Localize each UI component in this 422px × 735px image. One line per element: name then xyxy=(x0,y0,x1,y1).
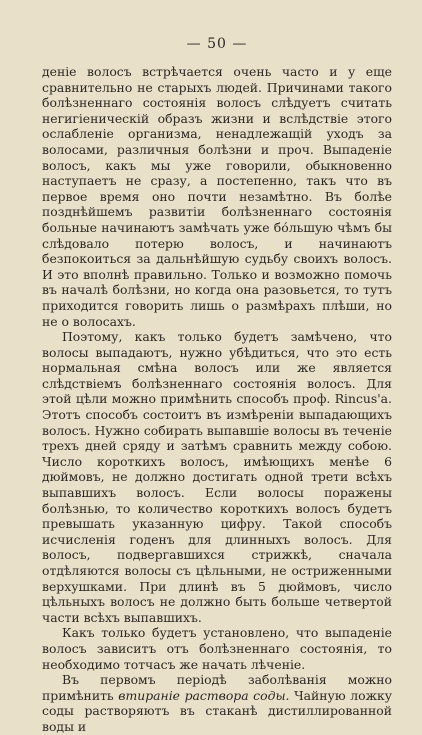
page-number: — 50 — xyxy=(186,36,248,52)
paragraph-3: Какъ только будетъ установлено, что выпаденіе волосъ зависитъ отъ болѣзненнаго состоянія, то необходимо тотчасъ же начать лѣченіе. xyxy=(42,625,392,672)
paragraph-1: деніе волосъ встрѣчается очень часто и у еще сравнительно не старыхъ людей. Причинами такого болѣзненнаго состоянія волосъ слѣдуетъ считать негигіеническій образъ жизни и вслѣдствіе этого ослабленіе организма, ненадлежащій уходъ за волосами, различныя болѣзни и проч. Выпаденіе волосъ, какъ мы уже говорили, обыкновенно наступаетъ не сразу, а постепенно, такъ что въ первое время оно почти незамѣтно. Въ болѣе позднѣйшемъ развитіи болѣзненнаго состоянія больные начинаютъ замѣчать уже бо́льшую чѣмъ бы слѣдовало потерю волосъ, и начинаютъ безпокоиться за дальнѣйшую судьбу своихъ волосъ. И это вполнѣ правильно. Только и возможно помочь въ началѣ болѣзни, но когда она разовьется, то тутъ приходится говорить лишь о размѣрахъ плѣши, но не о волосахъ. xyxy=(42,64,392,329)
emphasized-phrase: втираніе раствора соды. xyxy=(118,687,290,703)
paragraph-2: Поэтому, какъ только будетъ замѣчено, что волосы выпадаютъ, нужно убѣдиться, что это есть нормальная смѣна волосъ или же является слѣдствіемъ болѣзненнаго состоянія волосъ. Для этой цѣли можно примѣнить способъ проф. Rincus'a. Этотъ способъ состоитъ въ измѣреніи выпадающихъ волосъ. Нужно собирать выпавшіе волосы въ теченіе трехъ дней сряду и затѣмъ сравнить между собою. Число короткихъ волосъ, имѣющихъ менѣе 6 дюймовъ, не должно достигать одной трети всѣхъ выпавшихъ волосъ. Если волосы поражены болѣзнью, то количество короткихъ волосъ будетъ превышать указанную цифру. Такой способъ исчисленія годенъ для длинныхъ волосъ. Для волосъ, подвергавшихся стрижкѣ, сначала отдѣляются волосы съ цѣльными, не остриженными верхушками. При длинѣ въ 5 дюймовъ, число цѣльныхъ волосъ не должно быть больше четвертой части всѣхъ выпавшихъ. xyxy=(42,329,392,625)
paragraph-4 xyxy=(42,672,392,734)
paragraph-4-start: Въ первомъ періодѣ заболѣванія можно примѣнить xyxy=(42,672,392,703)
paragraph-4-end: Чайную ложку соды растворяютъ въ стаканѣ дистиллированной воды и xyxy=(42,687,392,734)
body-text xyxy=(42,64,392,735)
